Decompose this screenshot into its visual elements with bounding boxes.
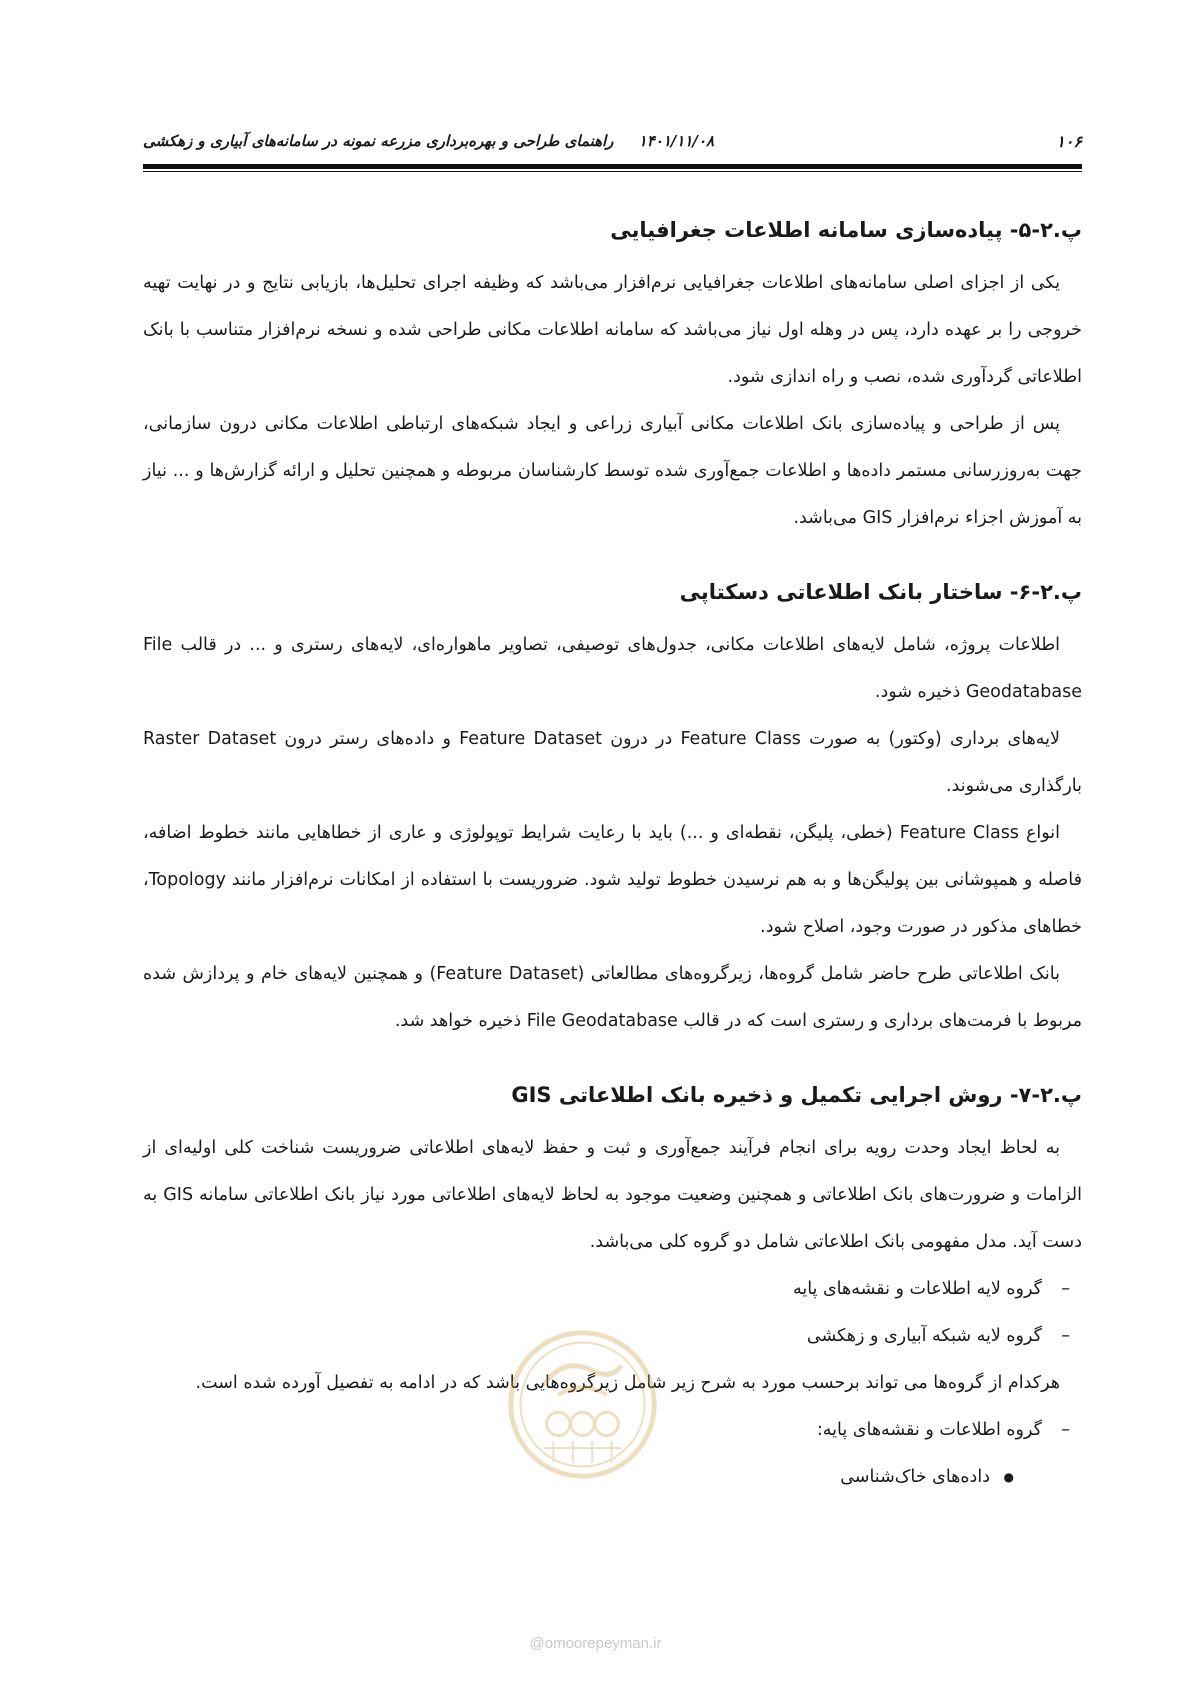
header-title: راهنمای طراحی و بهره‌برداری مزرعه نمونه در سامانه‌های آبیاری و زهکشی bbox=[143, 132, 614, 150]
dash-marker: – bbox=[1061, 1420, 1070, 1440]
paragraph: لایه‌های برداری (وکتور) به صورت Feature Class در درون Feature Dataset و داده‌های رستر درون Raster Dataset بارگذاری می‌شوند. bbox=[143, 729, 1082, 796]
header-date: ۱۴۰۱/۱۱/۰۸ bbox=[638, 132, 715, 150]
list-item: – گروه لایه شبکه آبیاری و زهکشی bbox=[143, 1313, 1082, 1360]
dash-marker: – bbox=[1061, 1279, 1070, 1299]
bullet-marker: ● bbox=[1003, 1470, 1014, 1484]
list-item: – گروه لایه اطلاعات و نقشه‌های پایه bbox=[143, 1266, 1082, 1313]
header-rule-thick bbox=[143, 164, 1082, 169]
list-item: – گروه اطلاعات و نقشه‌های پایه: bbox=[143, 1407, 1082, 1454]
paragraph: پس از طراحی و پیاده‌سازی بانک اطلاعات مکانی آبیاری زراعی و ایجاد شبکه‌های ارتباطی اطلاعات مکانی درون سازمانی، جهت به‌روزرسانی مستمر داده‌ها و اطلاعات جمع‌آوری شده توسط کارشناسان مربوطه و همچنین تحلیل و ارائه گزارش‌ها و ... نیاز به آموزش اجزاء نرم‌افزار GIS می‌باشد. bbox=[143, 414, 1082, 528]
paragraph: به لحاظ ایجاد وحدت رویه برای انجام فرآیند جمع‌آوری و ثبت و حفظ لایه‌های اطلاعاتی ضروریست شناخت کلی اولیه‌ای از الزامات و ضرورت‌های بانک اطلاعاتی و همچنین وضعیت موجود به لحاظ لایه‌های اطلاعاتی مورد نیاز بانک اطلاعاتی سامانه GIS به دست آید. مدل مفهومی بانک اطلاعاتی شامل دو گروه کلی می‌باشد. bbox=[143, 1138, 1082, 1252]
list-item: ● داده‌های خاک‌شناسی bbox=[143, 1454, 1082, 1501]
section-heading-7: پ.۲-۷- روش اجرایی تکمیل و ذخیره بانک اطلاعاتی GIS bbox=[511, 1083, 1082, 1107]
running-title bbox=[143, 132, 714, 150]
page-number: ۱۰۶ bbox=[1056, 132, 1082, 151]
watermark-url: @omoorepeyman.ir bbox=[529, 1635, 662, 1652]
paragraph: یکی از اجزای اصلی سامانه‌های اطلاعات جغرافیایی نرم‌افزار می‌باشد که وظیفه اجرای تحلیل‌ها، بازیابی نتایج و در نهایت تهیه خروجی را بر عهده دارد، پس در وهله اول نیاز می‌باشد که سامانه اطلاعات مکانی طراحی شده و نسخه نرم‌افزار متناسب با بانک اطلاعاتی گردآوری شده، نصب و راه اندازی شود. bbox=[143, 273, 1082, 387]
header-rule-thin bbox=[143, 171, 1082, 172]
page-header bbox=[143, 128, 1082, 162]
section-heading-6: پ.۲-۶- ساختار بانک اطلاعاتی دسکتاپی bbox=[679, 580, 1082, 604]
paragraph: انواع Feature Class (خطی، پلیگن، نقطه‌ای و ...) باید با رعایت شرایط توپولوژی و عاری از خطاهایی مانند خطوط اضافه، فاصله و همپوشانی بین پولیگن‌ها و به هم نرسیدن خطوط تولید شود. ضروریست با استفاده از امکانات نرم‌افزار مانند Topology، خطاهای مذکور در صورت وجود، اصلاح شود. bbox=[143, 823, 1082, 937]
paragraph: بانک اطلاعاتی طرح حاضر شامل گروه‌ها، زیرگروه‌های مطالعاتی (Feature Dataset) و همچنین لایه‌های خام و پردازش شده مربوط با فرمت‌های برداری و رستری است که در قالب File Geodatabase ذخیره خواهد شد. bbox=[143, 964, 1082, 1031]
page-content bbox=[143, 208, 1082, 1501]
paragraph: هرکدام از گروه‌ها می تواند برحسب مورد به شرح زیر شامل زیرگروه‌هایی باشد که در ادامه به تفصیل آورده شده است. bbox=[195, 1373, 1060, 1393]
paragraph: اطلاعات پروژه، شامل لایه‌های اطلاعات مکانی، جدول‌های توصیفی، تصاویر ماهواره‌ای، لایه‌های رستری و ... در قالب File Geodatabase ذخیره شود. bbox=[143, 635, 1082, 702]
watermark-seal-icon bbox=[505, 1327, 660, 1482]
section-heading-5: پ.۲-۵- پیاده‌سازی سامانه اطلاعات جغرافیایی bbox=[610, 218, 1082, 242]
dash-marker: – bbox=[1061, 1326, 1070, 1346]
